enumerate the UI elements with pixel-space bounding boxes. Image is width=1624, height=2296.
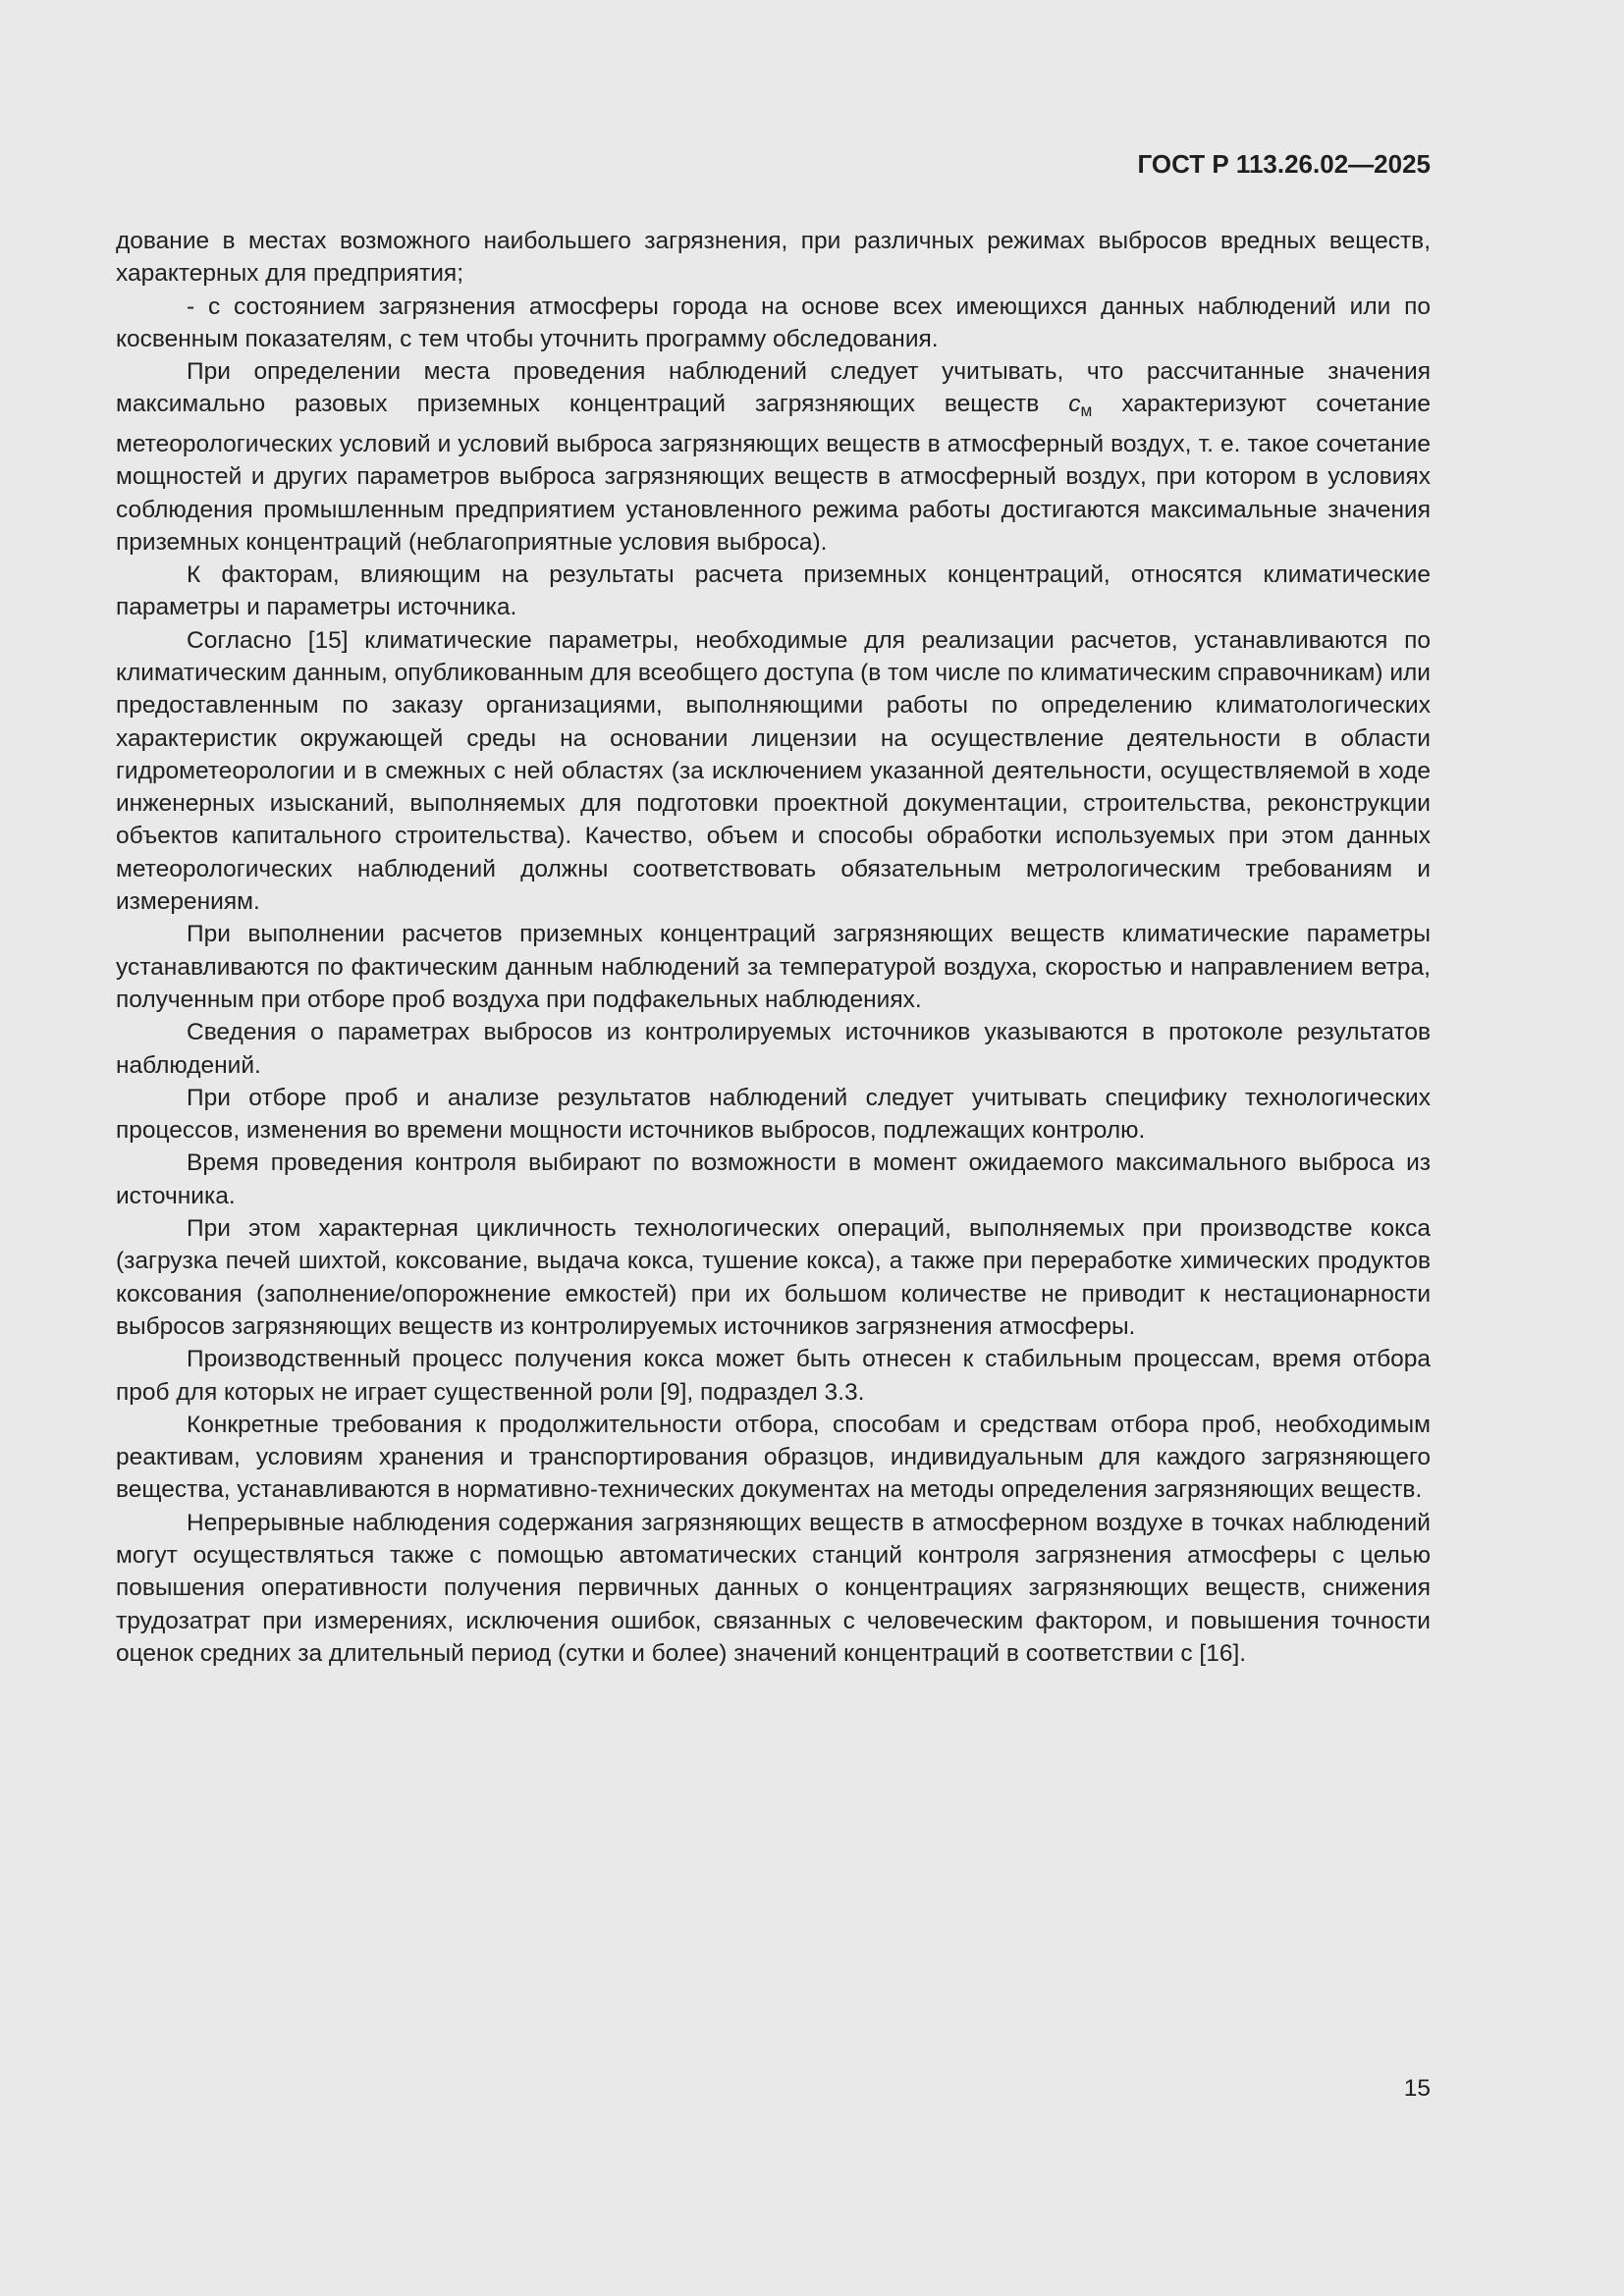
document-header: ГОСТ Р 113.26.02—2025 [1137,149,1431,179]
formula-subscript: м [1080,400,1093,421]
formula-symbol: c [1068,391,1081,418]
paragraph-text: При определении места проведения наблюдений следует учитывать, что рассчитанные значения максимально разовых приземных концентраций загрязняющих веществ [116,358,1431,418]
paragraph: При отборе проб и анализе результатов наблюдений следует учитывать специфику технологических процессов, изменения во времени мощности источников выбросов, подлежащих контролю. [116,1084,1431,1145]
paragraph: Непрерывные наблюдения содержания загрязняющих веществ в атмосферном воздухе в точках наблюдений могут осуществляться также с помощью автоматических станций контроля загрязнения атмосферы с целью повышения оперативности получения первичных данных о концентрациях загрязняющих веществ, снижения трудозатрат при измерениях, исключения ошибок, связанных с человеческим фактором, и повышения точности оценок средних за длительный период (сутки и более) значений концентраций в соответствии с [16]. [116,1509,1431,1667]
paragraph: Сведения о параметрах выбросов из контролируемых источников указываются в протоколе результатов наблюдений. [116,1019,1431,1079]
page-number: 15 [1403,2075,1431,2102]
paragraph-continuation: дование в местах возможного наибольшего загрязнения, при различных режимах выбросов вредных веществ, характерных для предприятия; [116,228,1431,288]
paragraph-text: характеризуют сочетание метеорологических условий и условий выброса загрязняющих веществ в атмосферный воздух, т. е. такое сочетание мощностей и других параметров выброса загрязняющих веществ в атмосферный воздух, при котором в условиях соблюдения промышленным предприятием установленного режима работы достигаются максимальные значения приземных концентраций (неблагоприятные условия выброса). [116,391,1431,556]
paragraph-observation-site [116,355,1431,559]
paragraph: Согласно [15] климатические параметры, необходимые для реализации расчетов, устанавливаются по климатическим данным, опубликованным для всеобщего доступа (в том числе по климатическим справочникам) или предоставленным по заказу организациями, выполняющими работы по определению климатологических характеристик окружающей среды на основании лицензии на осуществление деятельности в области гидрометеорологии и в смежных с ней областях (за исключением указанной деятельности, осуществляемой в ходе инженерных изысканий, выполняемых для подготовки проектной документации, строительства, реконструкции объектов капитального строительства). Качество, объем и способы обработки используемых при этом данных метеорологических наблюдений должны соответствовать обязательным метрологическим требованиям и измерениям. [116,626,1431,916]
paragraph: К факторам, влияющим на результаты расчета приземных концентраций, относятся климатические параметры и параметры источника. [116,561,1431,621]
paragraph: Время проведения контроля выбирают по возможности в момент ожидаемого максимального выброса из источника. [116,1149,1431,1209]
paragraph: При выполнении расчетов приземных концентраций загрязняющих веществ климатические параметры устанавливаются по фактическим данным наблюдений за температурой воздуха, скоростью и направлением ветра, полученным при отборе проб воздуха при подфакельных наблюдениях. [116,921,1431,1013]
paragraph-list-item: - с состоянием загрязнения атмосферы города на основе всех имеющихся данных наблюдений или по косвенным показателям, с тем чтобы уточнить программу обследования. [116,293,1431,352]
paragraph: При этом характерная цикличность технологических операций, выполняемых при производстве кокса (загрузка печей шихтой, коксование, выдача кокса, тушение кокса), а также при переработке химических продуктов коксования (заполнение/опорожнение емкостей) при их большом количестве не приводит к нестационарности выбросов загрязняющих веществ из контролируемых источников загрязнения атмосферы. [116,1215,1431,1340]
paragraph: Производственный процесс получения кокса может быть отнесен к стабильным процессам, время отбора проб для которых не играет существенной роли [9], подраздел 3.3. [116,1346,1431,1406]
body-text [116,225,1431,1670]
paragraph: Конкретные требования к продолжительности отбора, способам и средствам отбора проб, необходимым реактивам, условиям хранения и транспортирования образцов, индивидуальным для каждого загрязняющего вещества, устанавливаются в нормативно-технических документах на методы определения загрязняющих веществ. [116,1411,1431,1504]
